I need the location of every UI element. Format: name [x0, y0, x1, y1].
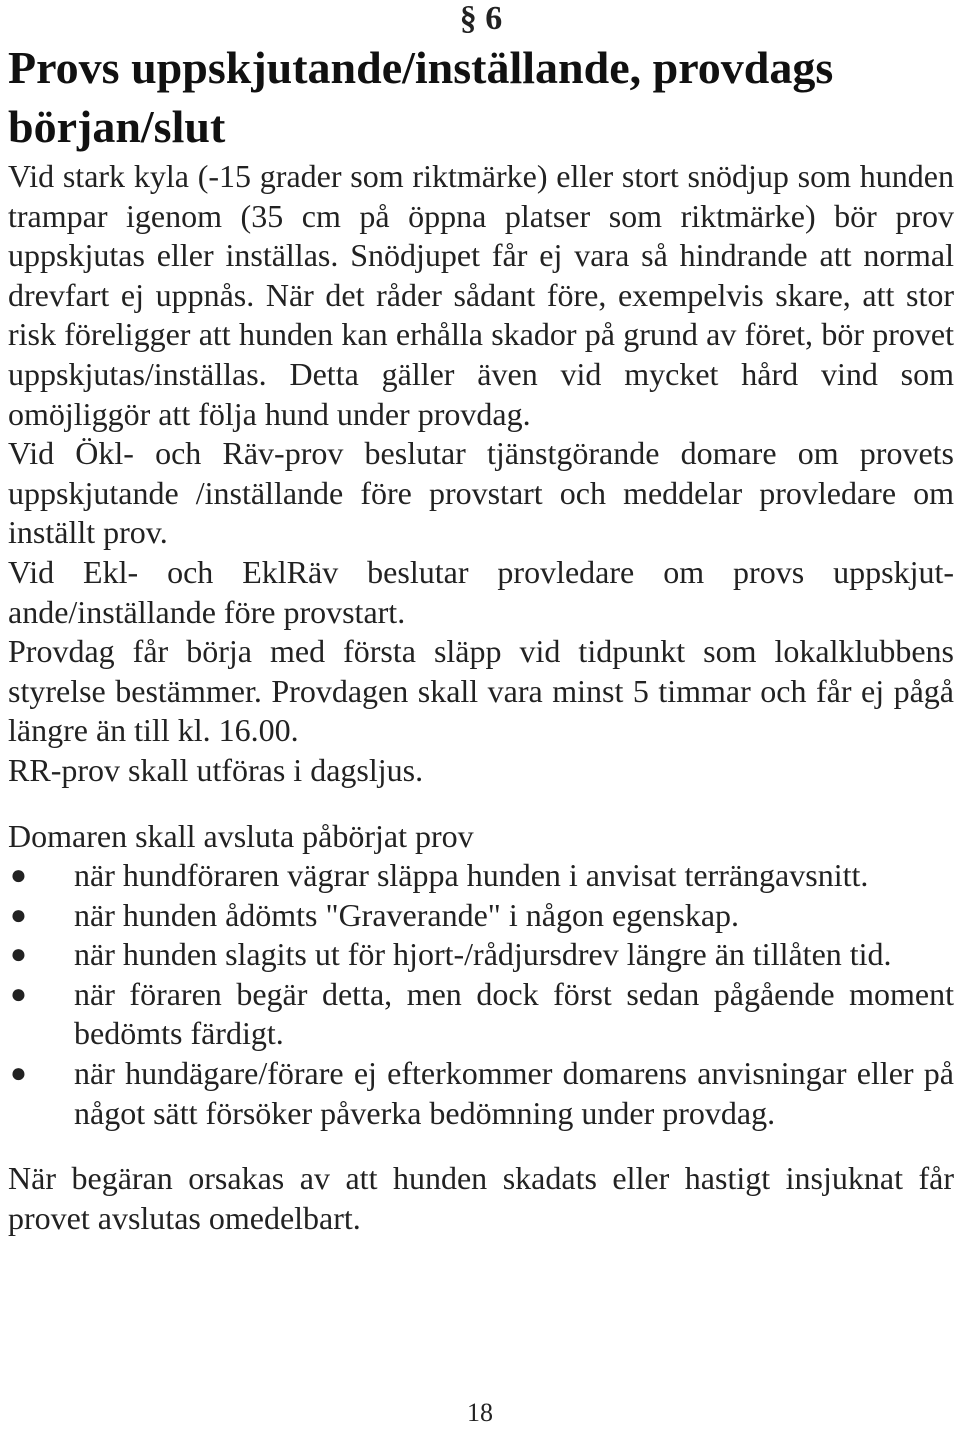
list-item — [8, 856, 954, 896]
bullet-icon: ● — [10, 899, 27, 931]
list-intro: Domaren skall avsluta påbörjat prov — [8, 817, 474, 854]
list-item-text: när hunden slagits ut för hjort-/rådjursdrev längre än tillåten tid. — [74, 936, 892, 973]
list-item — [8, 935, 954, 975]
paragraph-weather: Vid stark kyla (-15 grader som riktmärke) eller stort snödjup som hunden trampar igenom (35 cm på öppna platser som riktmärke) bör prov uppskjutas eller inställas. Snödjupet får ej vara så hindrande att normal drevfart ej uppnås. När det råder sådant före, exempelvis skare, att stor risk föreligger att hunden kan erhålla skador på grund av föret, bör provet uppskjutas/inställas. Detta gäller även vid mycket hård vind som omöjliggör att följa hund under provdag. — [8, 158, 954, 432]
termination-list — [8, 856, 954, 1133]
list-item — [8, 896, 954, 936]
bullet-icon: ● — [10, 978, 27, 1010]
paragraph-rr-prov: RR-prov skall utföras i dagsljus. — [8, 751, 424, 788]
section-number: § 6 — [459, 0, 503, 37]
paragraph-provdag-time: Provdag får börja med första släpp vid tidpunkt som lokalklubbens styrelse bestämmer. Provdagen skall vara minst 5 timmar och får ej pågå längre än till kl. 16.00. — [8, 633, 954, 749]
bullet-icon: ● — [10, 860, 27, 892]
spacer — [8, 791, 954, 817]
spacer — [8, 1133, 954, 1159]
list-item — [8, 975, 954, 1054]
paragraph-okl-rav: Vid Ökl- och Räv-prov beslutar tjänstgörande domare om provets uppskjutande /inställande före provstart och meddelar provledare om inställt prov. — [8, 435, 954, 551]
paragraph-ekl-eklrav: Vid Ekl- och EklRäv beslutar provledare om provs uppskjutande/inställande före provstart. — [8, 553, 954, 630]
list-item — [8, 1054, 954, 1133]
bullet-icon: ● — [10, 1058, 27, 1090]
list-item-text: när hundägare/förare ej efterkommer domarens anvisningar eller på något sätt försöker påverka bedömning under provdag. — [74, 1055, 954, 1131]
closing-paragraph: När begäran orsakas av att hunden skadats eller hastigt insjuknat får provet avslutas omedelbart. — [8, 1160, 954, 1236]
document-page — [8, 0, 954, 1238]
page-number: 18 — [467, 1398, 493, 1427]
list-item-text: när föraren begär detta, men dock först sedan pågående moment bedömts färdigt. — [74, 975, 954, 1052]
bullet-icon: ● — [10, 939, 27, 971]
list-item-text: när hundföraren vägrar släppa hunden i anvisat terrängavsnitt. — [74, 857, 869, 894]
section-heading: Provs uppskjutande/inställande, provdags början/slut — [8, 42, 834, 152]
list-item-text: när hunden ådömts "Graverande" i någon egenskap. — [74, 896, 740, 933]
